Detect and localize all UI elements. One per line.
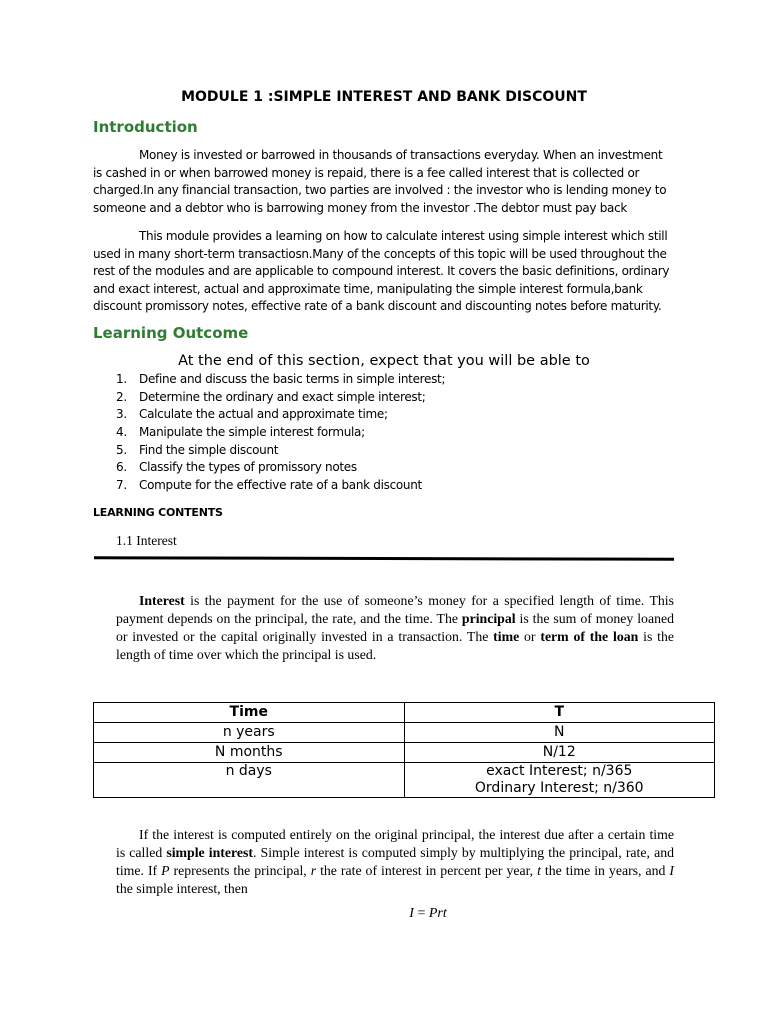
list-item: 2. Determine the ordinary and exact simple interest; (116, 389, 426, 404)
section-title: 1.1 Interest (116, 533, 177, 548)
section-divider (94, 556, 674, 561)
introduction-paragraph-1: Money is invested or barrowed in thousands of transactions everyday. When an investment is cashed in or when barrowed money is repaid, there is a fee called interest that is collected or charged.In any financial transaction, two parties are involved : the investor who is lending money to someone and a debtor who is barrowing money from the investor .The debtor must pay back (93, 148, 667, 215)
column-header-t: T (404, 703, 715, 723)
list-item: 3. Calculate the actual and approximate time; (116, 407, 388, 422)
list-item: 5. Find the simple discount (116, 442, 279, 457)
simple-interest-formula: I = Prt (409, 906, 447, 921)
introduction-paragraph-2: This module provides a learning on how to calculate interest using simple interest which still used in many short-term transactiosn.Many of the concepts of this topic will be used throughout the rest of the modules and are applicable to compound interest. It covers the basic definitions, ordinary and exact interest, actual and approximate time, manipulating the simple interest formula,bank discount promissory notes, effective rate of a bank discount and discounting notes before maturity. (93, 229, 670, 314)
table-cell: exact Interest; n/365 Ordinary Interest; n/360 (404, 763, 715, 798)
table-header-row (94, 703, 715, 723)
column-header-time: Time (94, 703, 405, 723)
simple-interest-paragraph: If the interest is computed entirely on the original principal, the interest due after a certain time is called simple interest. Simple interest is computed simply by multiplying the principal, rate, and time. If P represents the principal, r the rate of interest in percent per year, t the time in years, and I the simple interest, then (116, 827, 674, 896)
list-item: 1. Define and discuss the basic terms in simple interest; (116, 372, 446, 386)
module-title: MODULE 1 :SIMPLE INTEREST AND BANK DISCOUNT (181, 89, 587, 105)
table-cell: N months (94, 743, 405, 763)
table-row (94, 723, 715, 743)
outcomes-list (116, 371, 445, 495)
learning-contents-label: LEARNING CONTENTS (93, 506, 223, 519)
table-row (94, 743, 715, 763)
table-row (94, 763, 715, 798)
learning-outcome-intro: At the end of this section, expect that you will be able to (178, 353, 590, 369)
table-cell: N/12 (404, 743, 715, 763)
table-cell: N (404, 723, 715, 743)
interest-paragraph: Interest is the payment for the use of someone’s money for a specified length of time. This payment depends on the principal, the rate, and the time. The principal is the sum of money loaned or invested or the capital originally invested in a transaction. The time or term of the loan is the length of time over which the principal is used. (116, 593, 674, 662)
list-item: 4. Manipulate the simple interest formula; (116, 425, 365, 440)
time-table (93, 702, 715, 798)
learning-outcome-heading: Learning Outcome (93, 324, 249, 342)
list-item: 6. Classify the types of promissory notes (116, 460, 357, 475)
introduction-heading: Introduction (93, 118, 198, 136)
list-item: 7. Compute for the effective rate of a bank discount (116, 478, 422, 493)
table-cell: n days (94, 763, 405, 798)
table-cell: n years (94, 723, 405, 743)
